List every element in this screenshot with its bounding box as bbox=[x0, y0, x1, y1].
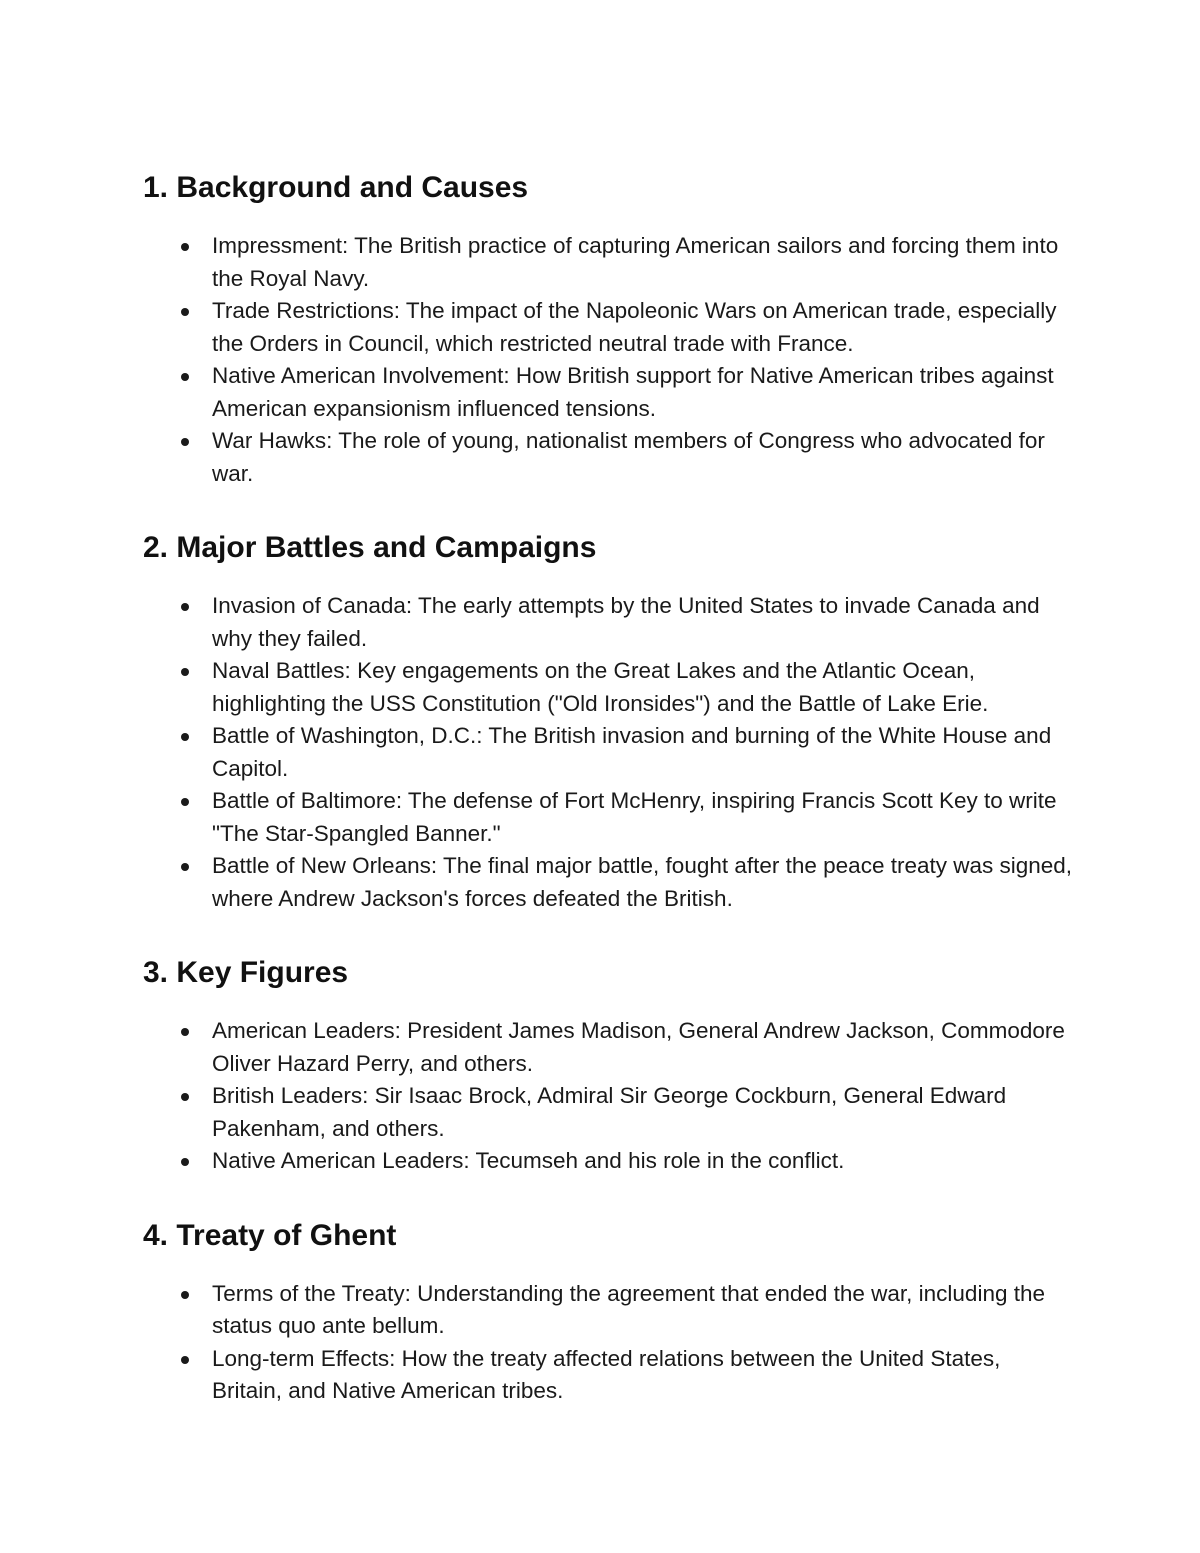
list-item-text: Battle of New Orleans: The final major battle, fought after the peace treaty was signed, where Andrew Jackson's forces defeated the British. bbox=[212, 853, 1073, 911]
list-item bbox=[143, 230, 1073, 295]
list-item-text: Native American Leaders: Tecumseh and his role in the conflict. bbox=[212, 1148, 845, 1173]
bullet-list bbox=[143, 230, 1073, 490]
bullet-icon bbox=[181, 733, 189, 741]
bullet-list bbox=[143, 1015, 1073, 1178]
bullet-icon bbox=[181, 1291, 189, 1299]
document-page bbox=[143, 162, 1073, 1440]
list-item bbox=[143, 1343, 1073, 1408]
bullet-list bbox=[143, 1278, 1073, 1408]
bullet-icon bbox=[181, 438, 189, 446]
section-major-battles bbox=[143, 522, 1073, 915]
section-heading: 1. Background and Causes bbox=[143, 171, 529, 204]
list-item-text: British Leaders: Sir Isaac Brock, Admiral Sir George Cockburn, General Edward Pakenham, and others. bbox=[212, 1083, 1007, 1141]
list-item bbox=[143, 1145, 1073, 1178]
bullet-icon bbox=[181, 243, 189, 251]
bullet-list bbox=[143, 590, 1073, 915]
list-item bbox=[143, 360, 1073, 425]
list-item bbox=[143, 1015, 1073, 1080]
list-item bbox=[143, 655, 1073, 720]
list-item-text: Battle of Washington, D.C.: The British invasion and burning of the White House and Capitol. bbox=[212, 723, 1052, 781]
bullet-icon bbox=[181, 798, 189, 806]
list-item-text: Trade Restrictions: The impact of the Napoleonic Wars on American trade, especially the Orders in Council, which restricted neutral trade with France. bbox=[212, 298, 1057, 356]
bullet-icon bbox=[181, 1028, 189, 1036]
list-item bbox=[143, 295, 1073, 360]
section-heading: 4. Treaty of Ghent bbox=[143, 1218, 397, 1252]
bullet-icon bbox=[181, 1158, 189, 1166]
list-item-text: Native American Involvement: How British support for Native American tribes against American expansionism influenced tensions. bbox=[212, 363, 1054, 421]
list-item-text: Naval Battles: Key engagements on the Great Lakes and the Atlantic Ocean, highlighting the USS Constitution ("Old Ironsides") and the Battle of Lake Erie. bbox=[212, 658, 989, 716]
bullet-icon bbox=[181, 1093, 189, 1101]
section-heading: 3. Key Figures bbox=[143, 956, 349, 989]
list-item bbox=[143, 1080, 1073, 1145]
section-heading: 2. Major Battles and Campaigns bbox=[143, 531, 597, 564]
list-item-text: Battle of Baltimore: The defense of Fort McHenry, inspiring Francis Scott Key to write "The Star-Spangled Banner." bbox=[212, 788, 1057, 846]
list-item bbox=[143, 425, 1073, 490]
list-item bbox=[143, 785, 1073, 850]
bullet-icon bbox=[181, 863, 189, 871]
list-item bbox=[143, 720, 1073, 785]
bullet-icon bbox=[181, 603, 189, 611]
bullet-icon bbox=[181, 373, 189, 381]
section-background-causes bbox=[143, 162, 1073, 490]
list-item-text: Terms of the Treaty: Understanding the agreement that ended the war, including the status quo ante bellum. bbox=[212, 1280, 1046, 1338]
list-item-text: Invasion of Canada: The early attempts by the United States to invade Canada and why they failed. bbox=[212, 593, 1040, 651]
section-treaty-of-ghent bbox=[143, 1210, 1073, 1408]
bullet-icon bbox=[181, 1356, 189, 1364]
list-item bbox=[143, 590, 1073, 655]
bullet-icon bbox=[181, 308, 189, 316]
list-item-text: American Leaders: President James Madison, General Andrew Jackson, Commodore Oliver Hazard Perry, and others. bbox=[212, 1018, 1065, 1076]
list-item-text: Long-term Effects: How the treaty affected relations between the United States, Britain, and Native American tribes. bbox=[212, 1345, 1001, 1403]
bullet-icon bbox=[181, 668, 189, 676]
list-item bbox=[143, 1278, 1073, 1343]
section-key-figures bbox=[143, 947, 1073, 1178]
list-item-text: War Hawks: The role of young, nationalist members of Congress who advocated for war. bbox=[212, 428, 1045, 486]
list-item-text: Impressment: The British practice of capturing American sailors and forcing them into the Royal Navy. bbox=[212, 233, 1059, 291]
list-item bbox=[143, 850, 1073, 915]
